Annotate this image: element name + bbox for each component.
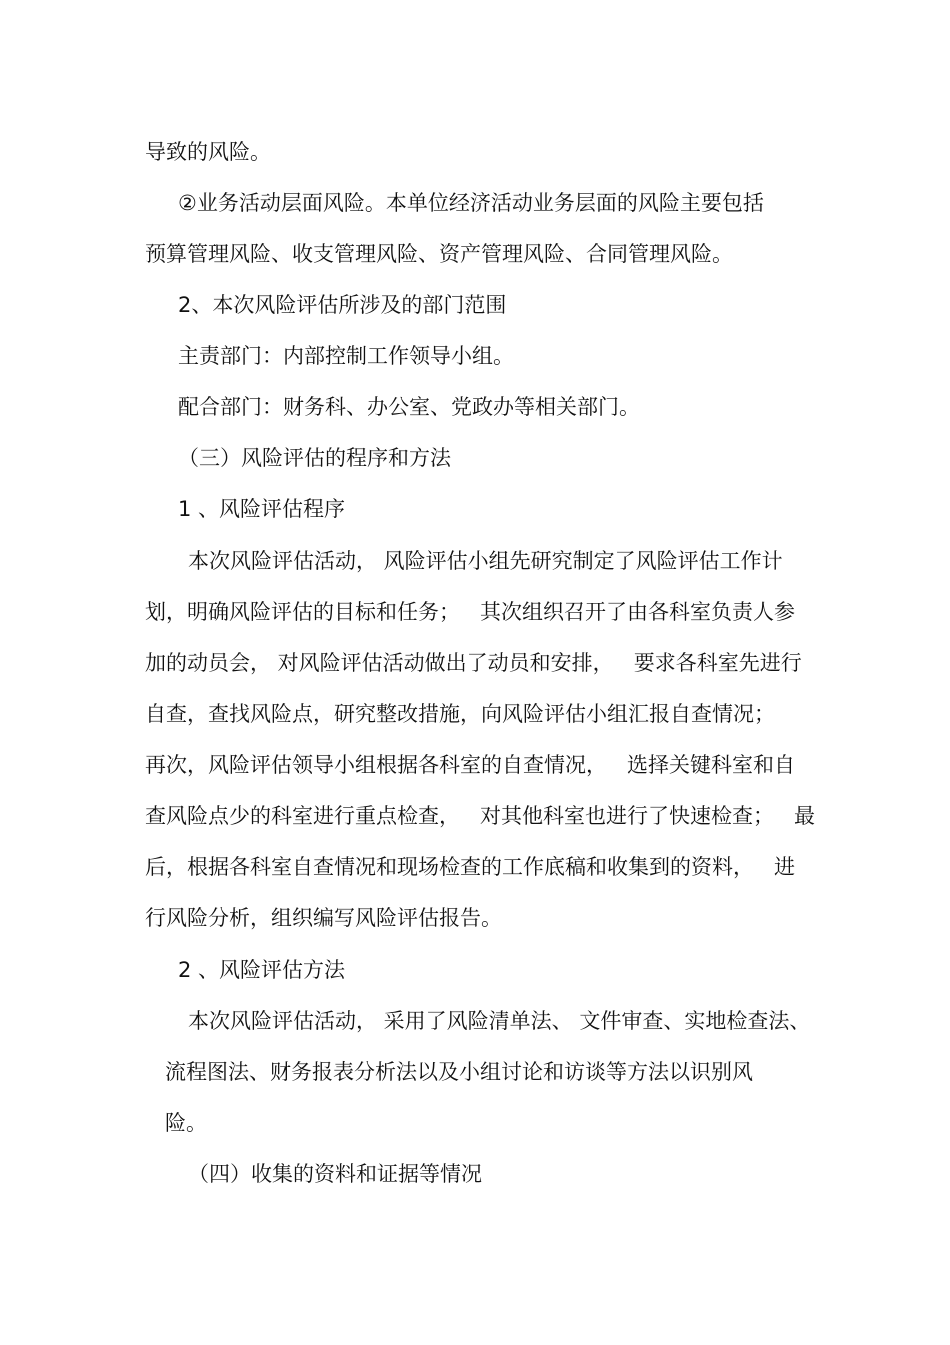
text-line-13: 再次，风险评估领导小组根据各科室的自查情况， 选择关键科室和自 [145,753,796,777]
section-heading-4: （四）收集的资料和证据等情况 [188,1162,482,1186]
text-line-19: 流程图法、财务报表分析法以及小组讨论和访谈等方法以识别风 [165,1060,753,1084]
subheading-2: 2 、风险评估方法 [178,958,346,982]
text-line-2: ②业务活动层面风险。本单位经济活动业务层面的风险主要包括 [178,191,764,215]
text-line-10: 划，明确风险评估的目标和任务； 其次组织召开了由各科室负责人参 [145,600,796,624]
subheading-1: 1 、风险评估程序 [178,497,346,521]
text-line-14: 查风险点少的科室进行重点检查， 对其他科室也进行了快速检查； 最 [145,804,816,828]
text-line-4: 2、本次风险评估所涉及的部门范围 [178,293,507,317]
section-heading-3: （三）风险评估的程序和方法 [178,446,451,470]
text-line-6: 配合部门：财务科、办公室、党政办等相关部门。 [178,395,640,419]
text-line-11: 加的动员会， 对风险评估活动做出了动员和安排， 要求各科室先进行 [145,651,802,675]
text-line-15: 后，根据各科室自查情况和现场检查的工作底稿和收集到的资料， 进 [145,855,796,879]
text-line-5: 主责部门：内部控制工作领导小组。 [178,344,514,368]
text-line-18: 本次风险评估活动， 采用了风险清单法、 文件审查、实地检查法、 [188,1009,811,1033]
text-line-9: 本次风险评估活动， 风险评估小组先研究制定了风险评估工作计 [188,549,783,573]
text-line-16: 行风险分析，组织编写风险评估报告。 [145,906,502,930]
text-line-3: 预算管理风险、收支管理风险、资产管理风险、合同管理风险。 [145,242,733,266]
text-line-12: 自查，查找风险点，研究整改措施，向风险评估小组汇报自查情况； [145,702,775,726]
text-line-1: 导致的风险。 [145,140,271,164]
text-line-20: 险。 [165,1111,207,1135]
